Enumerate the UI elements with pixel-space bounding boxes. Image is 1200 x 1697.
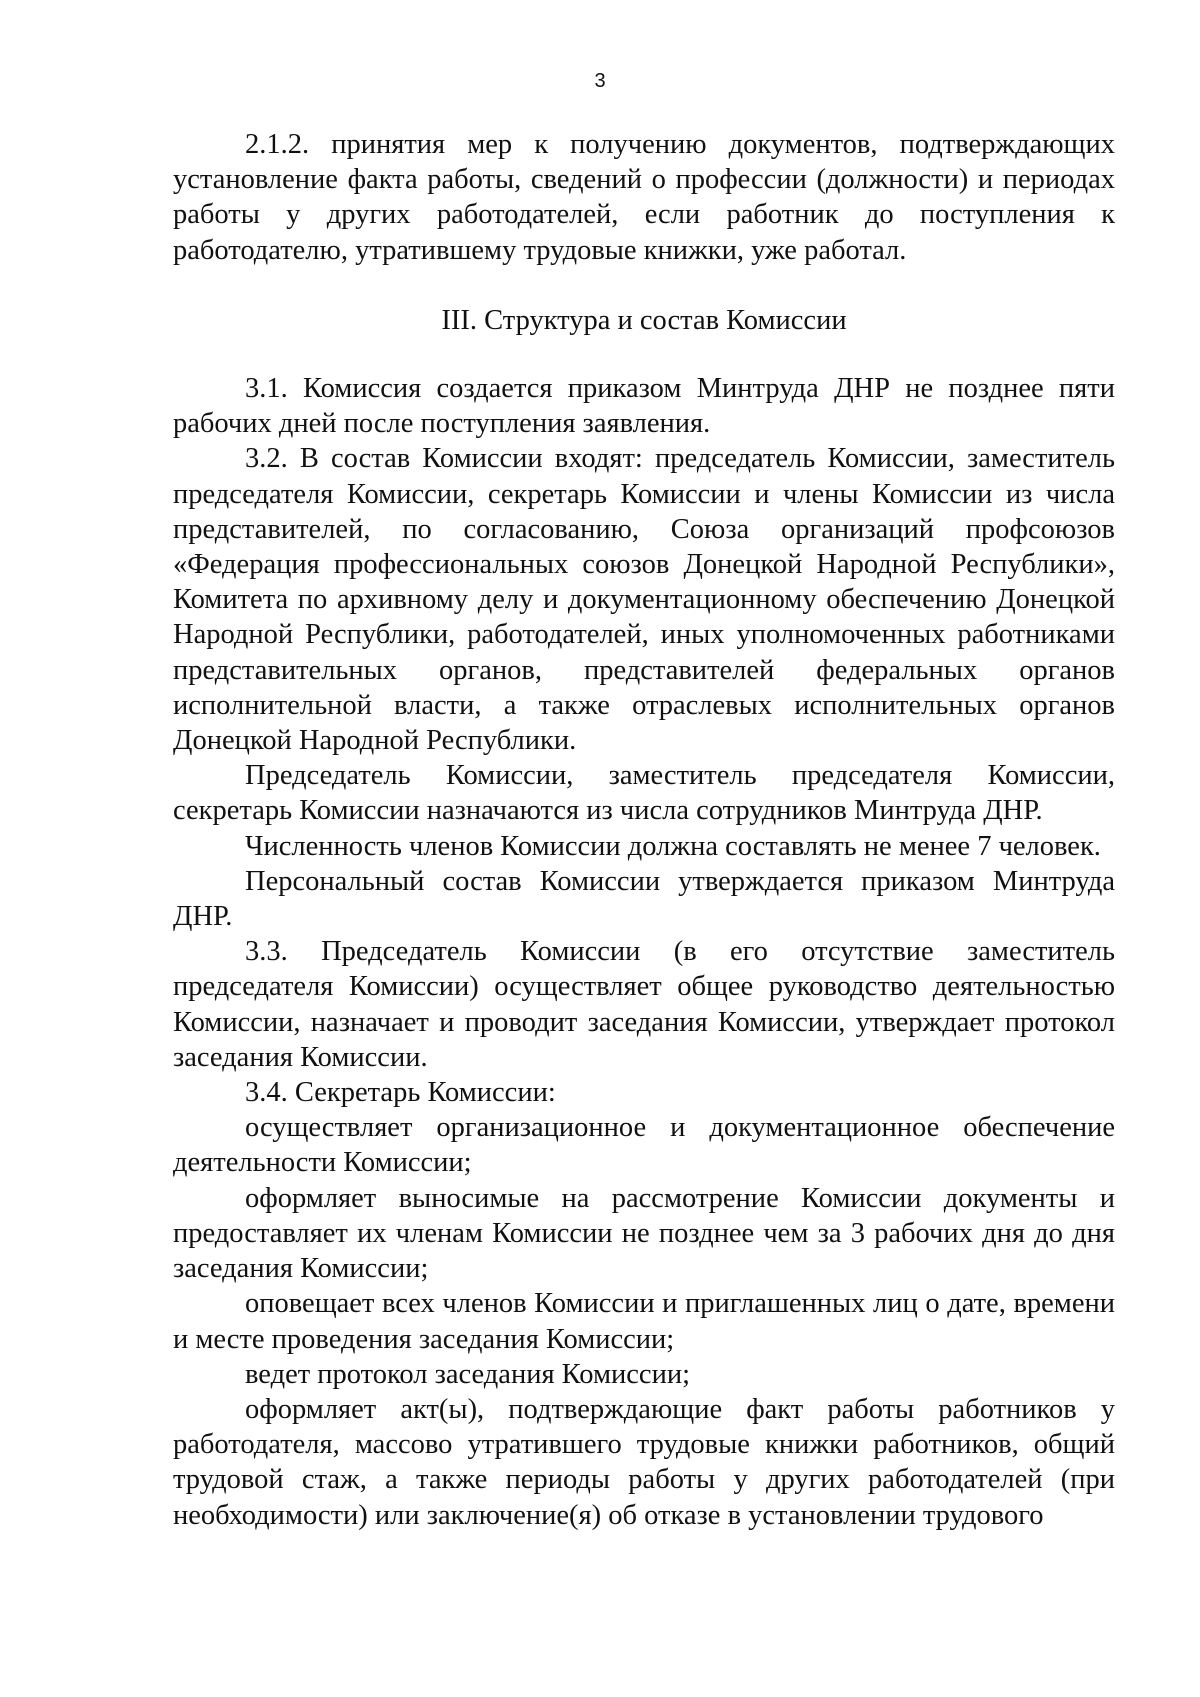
paragraph-secretary-duty-4: ведет протокол заседания Комиссии; (245, 1358, 690, 1390)
paragraph-secretary-duty-2: оформляет выносимые на рассмотрение Комиссии документы и предоставляет их членам Комиссии не позднее чем за 3 рабочих дня до дня заседания Комиссии; (173, 1182, 1115, 1285)
paragraph-3-4: 3.4. Секретарь Комиссии: (245, 1077, 556, 1109)
paragraph-3-3: 3.3. Председатель Комиссии (в его отсутствие заместитель председателя Комиссии) осуществляет общее руководство деятельностью Комиссии, назначает и проводит заседания Комиссии, утверждает протокол заседания Комиссии. (173, 936, 1115, 1073)
paragraph-secretary-duty-3: оповещает всех членов Комиссии и приглашенных лиц о дате, времени и месте проведения заседания Комиссии; (173, 1288, 1115, 1355)
paragraph-2-1-2: 2.1.2. принятия мер к получению документов, подтверждающих установление факта работы, сведений о профессии (должности) и периодах работы у других работодателей, если работник до поступления к работодателю, утратившему трудовые книжки, уже работал. (173, 129, 1115, 266)
page-number: 3 (594, 70, 606, 92)
paragraph-personal-composition: Персональный состав Комиссии утверждается приказом Минтруда ДНР. (173, 865, 1115, 933)
paragraph-member-count: Численность членов Комиссии должна составлять не менее 7 человек. (245, 830, 1101, 862)
section-heading: III. Структура и состав Комиссии (441, 304, 847, 336)
document-body (173, 127, 1115, 1533)
paragraph-secretary-duty-5: оформляет акт(ы), подтверждающие факт работы работников у работодателя, массово утратившего трудовые книжки работников, общий трудовой стаж, а также периоды работы у других работодателей (при необходимости) или заключение(я) об отказе в установлении трудового (173, 1393, 1115, 1531)
paragraph-chairman: Председатель Комиссии, заместитель председателя Комиссии, секретарь Комиссии назначаются из числа сотрудников Минтруда ДНР. (173, 760, 1115, 827)
paragraph-secretary-duty-1: осуществляет организационное и документационное обеспечение деятельности Комиссии; (173, 1112, 1115, 1179)
paragraph-3-2: 3.2. В состав Комиссии входят: председатель Комиссии, заместитель председателя Комиссии, секретарь Комиссии и члены Комиссии из числа представителей, по согласованию, Союза организаций профсоюзов «Федерация профессиональных союзов Донецкой Народной Республики», Комитета по архивному делу и документационному обеспечению Донецкой Народной Республики, работодателей, иных уполномоченных работниками представительных органов, представителей федеральных органов исполнительной власти, а также отраслевых исполнительных органов Донецкой Народной Республики. (173, 443, 1115, 757)
paragraph-3-1: 3.1. Комиссия создается приказом Минтруда ДНР не позднее пяти рабочих дней после поступления заявления. (173, 373, 1115, 440)
